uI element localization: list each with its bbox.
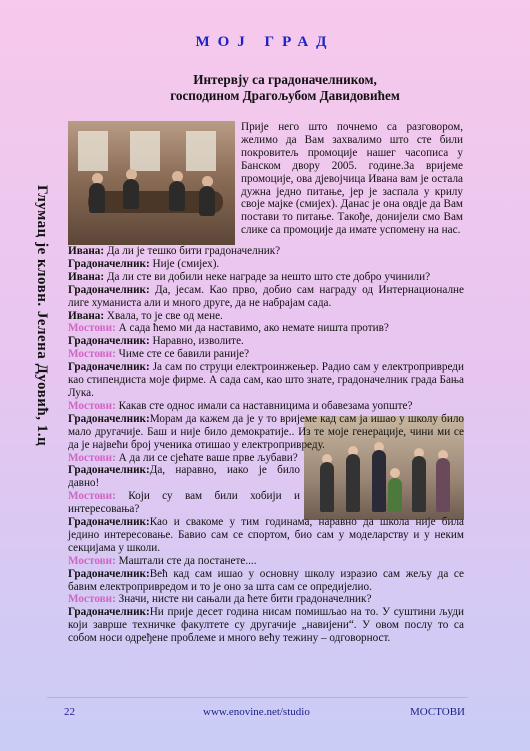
speaker-label: Градоначелник:	[68, 464, 150, 477]
dialogue-text: Какав сте однос имали са наставницима и обавезама уопште?	[115, 399, 413, 412]
dialogue-text: А сада ћемо ми да наставимо, ако немате ништа против?	[115, 322, 389, 335]
dialogue-text: Већ кад сам ишао у основну школу изразио сам жељу да се бавим електропривредом и то је оно за шта сам се опредијелио.	[68, 567, 464, 593]
dialogue-line	[68, 284, 464, 310]
page-title: МОЈ ГРАД	[195, 34, 335, 50]
photo-window	[78, 131, 108, 171]
meeting-photo	[68, 121, 235, 245]
speaker-label: Градоначелник:	[68, 606, 150, 619]
dialogue-text: Чиме сте се бавили раније?	[115, 348, 250, 361]
dialogue-line	[68, 310, 464, 323]
speaker-label: Градоначелник:	[68, 567, 150, 580]
dialogue-line	[68, 452, 300, 465]
dialogue-text: Да ли је тешко бити градоначелник?	[104, 245, 281, 257]
dialogue-line	[68, 348, 464, 361]
dialogue-text: Значи, нисте ни сањали да ћете бити градоначелник?	[115, 593, 372, 606]
speaker-label: Мостови:	[68, 399, 116, 412]
page-number: 22	[64, 706, 75, 718]
intro-paragraph: Прије него што почнемо са разговором, желимо да Вам захвалимо што сте били покровитељ промоције нашег часописа у Банском двору 2005. године.За вријеме промоције, ова дјевојчица Ивана вам је остала дужна једно питање, јер је заспала у крилу своје мајке (смијех). Данас је она овдје да Вам постави то питање. Такође, донијели смо Вам слике са промоције да имате успомену на нас.	[241, 121, 463, 237]
dialogue-line	[68, 490, 300, 516]
dialogue-line	[68, 568, 464, 594]
dialogue-line	[68, 335, 464, 348]
article-title	[80, 72, 490, 104]
speaker-label: Мостови:	[68, 593, 116, 606]
dialogue-text: Као и свакоме у тим годинама, наравно да школа није била једино интересовање. Бавио сам се спортом, био сам у моделарству и у неким секцијама у школи.	[68, 516, 464, 554]
footer-magazine-name: МОСТОВИ	[410, 706, 465, 718]
dialogue-line	[68, 606, 464, 645]
interview-dialogue	[68, 245, 464, 645]
dialogue-text: Ни прије десет година нисам помишљао на то. У суштини људи који заврше техничке факултете су другачије „навијени“. У овом послу то са собом носи одређене проблеме и много већу тежину – одговорност.	[68, 606, 464, 645]
dialogue-line	[68, 361, 464, 400]
dialogue-line	[68, 413, 464, 452]
dialogue-text: Да, јесам. Као прво, добио сам награду од Интернационалне лиге хуманиста али и много друге, да не набрајам сада.	[68, 283, 464, 309]
dialogue-text: А да ли се сјећате ваше прве љубави?	[115, 451, 298, 464]
speaker-label: Градоначелник:	[68, 257, 150, 270]
dialogue-line	[68, 258, 464, 271]
dialogue-text: Маштали сте да постанете....	[115, 554, 257, 567]
speaker-label: Мостови:	[68, 451, 116, 464]
speaker-label: Градоначелник:	[68, 516, 150, 529]
dialogue-line	[68, 322, 464, 335]
speaker-label: Ивана:	[68, 245, 105, 257]
speaker-label: Ивана:	[68, 309, 105, 322]
dialogue-text: Није (смијех).	[149, 257, 220, 270]
dialogue-text: Морам да кажем да је у то вријеме кад сам ја ишао у школу било мало другачије. Баш и није било демократије.. Из те моје генерације, чини ми се да је највећи број ученика отишао у електропривреду.	[68, 412, 464, 451]
dialogue-line	[68, 400, 464, 413]
speaker-label: Ивана:	[68, 270, 105, 283]
speaker-label: Мостови:	[68, 554, 116, 567]
dialogue-line	[68, 593, 464, 606]
speaker-label: Мостови:	[68, 490, 116, 503]
dialogue-text: Хвала, то је све од мене.	[104, 309, 223, 322]
speaker-label: Градоначелник:	[68, 283, 150, 296]
dialogue-text: Да, наравно, иако је било давно!	[68, 464, 300, 490]
dialogue-text: Ја сам по струци електроинжењер. Радио сам у електропривреди као стипендиста моје фирме. А сада сам, као што знате, градоначелник града Бања Лука.	[68, 361, 464, 399]
article-title-line-2: господином Драгољубом Давидовићем	[170, 88, 400, 103]
dialogue-line	[68, 516, 464, 555]
speaker-label: Градоначелник:	[68, 412, 150, 425]
dialogue-text: Да ли сте ви добили неке награде за нешто што сте добро учинили?	[104, 270, 431, 283]
speaker-label: Мостови:	[68, 322, 116, 335]
speaker-label: Градоначелник:	[68, 361, 150, 374]
dialogue-line	[68, 464, 300, 490]
dialogue-text: Који су вам били хобији и интересовања?	[68, 490, 300, 516]
footer-divider	[47, 697, 468, 698]
dialogue-text: Наравно, изволите.	[149, 335, 244, 348]
article-title-line-1: Интервју са градоначелником,	[193, 72, 377, 87]
footer-website-link[interactable]: www.enovine.net/studio	[203, 706, 310, 718]
speaker-label: Градоначелник:	[68, 335, 150, 348]
dialogue-line	[68, 555, 464, 568]
dialogue-line	[68, 271, 464, 284]
side-caption: Глумац је кловн. Јелена Дуовић, 1.ц	[34, 185, 50, 447]
photo-window	[186, 131, 216, 171]
photo-window	[130, 131, 160, 171]
dialogue-line	[68, 245, 464, 258]
speaker-label: Мостови:	[68, 348, 116, 361]
